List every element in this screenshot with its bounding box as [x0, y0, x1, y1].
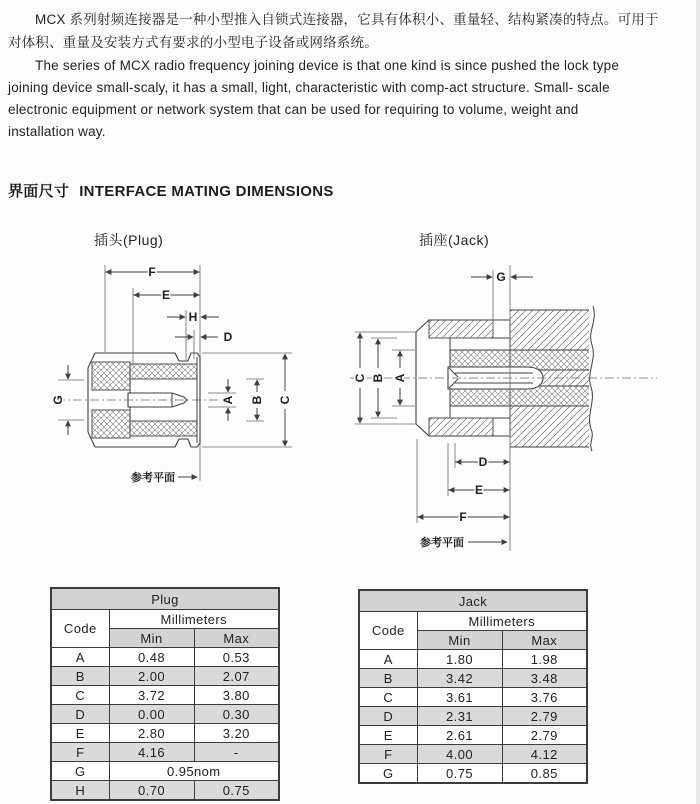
jack-reference-plane-label: 参考平面 [420, 537, 464, 549]
jack-table-code-header: Code [359, 612, 417, 650]
jack-dim-E [448, 443, 510, 497]
table-row [359, 669, 587, 688]
row-max: 3.80 [194, 686, 279, 705]
plug-dim-label-f: F [148, 265, 156, 279]
row-min: 3.72 [109, 686, 194, 705]
jack-dim-F [417, 439, 510, 524]
table-row [359, 707, 587, 726]
table-row [51, 724, 279, 743]
row-max: 3.48 [502, 669, 587, 688]
table-row [359, 745, 587, 764]
plug-dim-label-g: G [51, 395, 65, 405]
plug-diagram [50, 253, 310, 505]
plug-dim-label-h: H [188, 310, 198, 324]
table-row [51, 762, 279, 781]
intro-zh-line2: 对体积、重量及安装方式有要求的小型电子设备或网络系统。 [8, 35, 378, 50]
table-row [51, 781, 279, 801]
jack-diagram-caption: 插座(Jack) [419, 232, 490, 248]
row-max: 4.12 [502, 745, 587, 764]
row-min: 3.42 [417, 669, 502, 688]
section-title [8, 180, 334, 201]
plug-table-max-header: Max [194, 629, 279, 648]
row-code: H [51, 781, 109, 801]
row-code: F [359, 745, 417, 764]
plug-dim-label-d: D [223, 330, 233, 344]
scan-edge-artifact [696, 0, 700, 804]
table-row [359, 726, 587, 745]
jack-panel-hatch-top [510, 310, 589, 350]
table-row [359, 650, 587, 669]
plug-dim-label-e: E [161, 288, 171, 302]
plug-table-min-header: Min [109, 629, 194, 648]
table-row [51, 648, 279, 667]
row-min: 0.75 [417, 764, 502, 784]
table-row [359, 688, 587, 707]
row-max: 0.53 [194, 648, 279, 667]
row-min: 1.80 [417, 650, 502, 669]
jack-dim-label-a: A [393, 373, 407, 383]
plug-insulator-hatch-top-band [130, 364, 197, 379]
plug-dim-D [175, 330, 233, 359]
row-nominal-value: 0.95nom [109, 762, 279, 781]
row-min: 2.00 [109, 667, 194, 686]
row-min: 4.00 [417, 745, 502, 764]
jack-dim-A [392, 350, 415, 406]
plug-table-unit-header: Millimeters [109, 610, 279, 629]
plug-dim-label-c: C [278, 395, 292, 405]
plug-dim-label-b: B [250, 395, 264, 405]
row-code: B [51, 667, 109, 686]
row-min: 2.31 [417, 707, 502, 726]
section-title-en: INTERFACE MATING DIMENSIONS [79, 183, 334, 200]
row-code: G [51, 762, 109, 781]
row-code: E [51, 724, 109, 743]
row-min: 0.70 [109, 781, 194, 801]
jack-dim-label-g: G [496, 270, 506, 284]
intro-en-line3: electronic equipment or network system that can be used for requiring to volume, weight and [8, 102, 579, 117]
row-min: 4.16 [109, 743, 194, 762]
plug-insulator-hatch-bottom-left [92, 410, 130, 438]
jack-dim-label-f: F [459, 510, 467, 524]
jack-cap-wall-hatch-top [429, 320, 493, 338]
plug-dimensions-table [50, 587, 280, 801]
jack-dim-D [455, 443, 510, 469]
plug-dim-label-a: A [221, 395, 235, 405]
jack-table-max-header: Max [502, 631, 587, 650]
row-code: B [359, 669, 417, 688]
row-max: 3.76 [502, 688, 587, 707]
plug-table-code-header: Code [51, 610, 109, 648]
jack-table-unit-header: Millimeters [417, 612, 587, 631]
row-min: 0.48 [109, 648, 194, 667]
row-code: G [359, 764, 417, 784]
row-code: C [359, 688, 417, 707]
row-code: C [51, 686, 109, 705]
row-min: 2.80 [109, 724, 194, 743]
plug-reference-plane [131, 470, 197, 484]
row-max: 1.98 [502, 650, 587, 669]
row-min: 2.61 [417, 726, 502, 745]
row-max: 2.79 [502, 726, 587, 745]
table-row [51, 686, 279, 705]
plug-diagram-caption: 插头(Plug) [94, 232, 164, 248]
jack-reference-plane [420, 535, 507, 549]
row-max: - [194, 743, 279, 762]
row-code: F [51, 743, 109, 762]
intro-en-line1: The series of MCX radio frequency joining device is that one kind is since pushed the lock type [35, 58, 620, 73]
plug-dim-B [246, 379, 264, 421]
section-title-zh: 界面尺寸 [8, 183, 70, 200]
jack-dimensions-table [358, 589, 588, 784]
jack-cap-wall-hatch-bottom [429, 418, 493, 436]
row-max: 2.79 [502, 707, 587, 726]
jack-dim-label-c: C [353, 373, 367, 383]
jack-dim-label-b: B [371, 373, 385, 383]
plug-insulator-hatch-top-left [92, 362, 130, 390]
row-max: 2.07 [194, 667, 279, 686]
table-row [51, 705, 279, 724]
jack-diagram [345, 253, 665, 565]
row-max: 0.85 [502, 764, 587, 784]
plug-table-title: Plug [51, 588, 279, 610]
row-code: D [51, 705, 109, 724]
jack-table-min-header: Min [417, 631, 502, 650]
plug-insulator-hatch-bottom-band [130, 421, 197, 436]
row-min: 3.61 [417, 688, 502, 707]
intro-en-line2: joining device small-scaly, it has a small, light, characteristic with comp-act structure. Small- scale [8, 80, 610, 95]
row-code: D [359, 707, 417, 726]
jack-dim-label-d: D [478, 455, 488, 469]
row-max: 3.20 [194, 724, 279, 743]
jack-panel-hatch-bottom [510, 406, 589, 447]
plug-reference-plane-label: 参考平面 [131, 472, 175, 484]
table-row [51, 743, 279, 762]
jack-dim-label-e: E [474, 483, 484, 497]
table-row [359, 764, 587, 784]
row-code: A [359, 650, 417, 669]
row-max: 0.30 [194, 705, 279, 724]
row-min: 0.00 [109, 705, 194, 724]
row-max: 0.75 [194, 781, 279, 801]
jack-break-edge [590, 306, 595, 451]
row-code: A [51, 648, 109, 667]
table-row [51, 667, 279, 686]
intro-zh-line1: MCX 系列射频连接器是一种小型推入自锁式连接器，它具有体积小、重量轻、结构紧凑的特点。可用于 [35, 12, 659, 27]
jack-table-title: Jack [359, 590, 587, 612]
intro-en-line4: installation way. [8, 124, 106, 139]
row-code: E [359, 726, 417, 745]
